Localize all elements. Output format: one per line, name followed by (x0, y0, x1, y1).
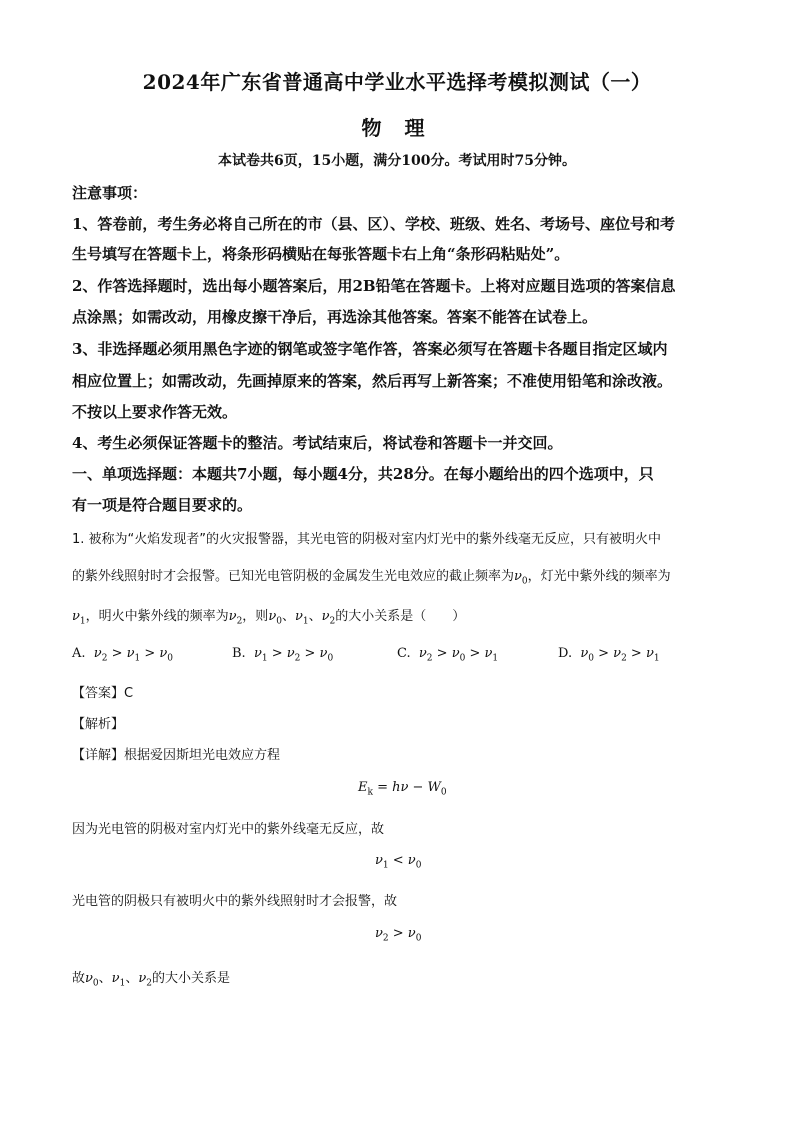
option-c: C. $\nu_2 > \nu_0 > \nu_1$ (397, 646, 499, 664)
reason-line: 光电管的阴极只有被明火中的紫外线照射时才会报警，故 (72, 894, 398, 909)
notice-line: 不按以上要求作答无效。 (72, 403, 238, 421)
notice-line: 4、考生必须保证答题卡的整洁。考试结束后，将试卷和答题卡一并交回。 (72, 434, 563, 452)
section-heading: 一、单项选择题：本题共7小题，每小题4分，共28分。在每小题给出的四个选项中，只 (72, 465, 654, 483)
question-text: 的紫外线照射时才会报警。已知光电管阴极的金属发生光电效应的截止频率为$\nu_0$，灯光中紫外线的频率为 (72, 569, 671, 587)
nu0-symbol: $\nu_0$ (514, 569, 528, 587)
analysis-tag: 【解析】 (72, 717, 125, 732)
question-text: $\nu_1$，明火中紫外线的频率为$\nu_2$，则$\nu_0$、$\nu_1$、$\nu_2$的大小关系是（ ） (72, 609, 466, 627)
exam-title: 2024年广东省普通高中学业水平选择考模拟测试（一） (142, 70, 652, 94)
notice-heading: 注意事项： (72, 184, 148, 202)
notice-line: 3、非选择题必须用黑色字迹的钢笔或签字笔作答，答案必须写在答题卡各题目指定区域内 (72, 340, 668, 358)
notice-line: 相应位置上；如需改动，先画掉原来的答案，然后再写上新答案；不准使用铅笔和涂改液。 (72, 372, 673, 390)
equation-photoelectric: $E_k = h\nu - W_0$ (358, 780, 447, 798)
subject-heading: 物 理 (361, 116, 433, 140)
conclusion-line: 故$\nu_0$、$\nu_1$、$\nu_2$的大小关系是 (72, 971, 230, 989)
option-d: D. $\nu_0 > \nu_2 > \nu_1$ (558, 646, 660, 664)
notice-line: 点涂黑；如需改动，用橡皮擦干净后，再选涂其他答案。答案不能答在试卷上。 (72, 308, 598, 326)
section-heading-cont: 有一项是符合题目要求的。 (72, 496, 253, 514)
detail-tag: 【详解】根据爱因斯坦光电效应方程 (72, 748, 281, 763)
exam-info: 本试卷共6页，15小题，满分100分。考试用时75分钟。 (218, 153, 576, 169)
notice-line: 2、作答选择题时，选出每小题答案后，用2B铅笔在答题卡。上将对应题目选项的答案信息 (72, 277, 676, 295)
notice-line: 1、答卷前，考生务必将自己所在的市（县、区）、学校、班级、姓名、考场号、座位号和考 (72, 215, 675, 233)
notice-line: 生号填写在答题卡上，将条形码横贴在每张答题卡右上角“条形码粘贴处”。 (72, 245, 570, 263)
question-text: 1. 被称为“火焰发现者”的火灾报警器，其光电管的阴极对室内灯光中的紫外线毫无反应，只有被明火中 (72, 532, 662, 547)
answer-tag: 【答案】C (72, 686, 134, 701)
option-a: A. $\nu_2 > \nu_1 > \nu_0$ (72, 646, 174, 664)
inequality-nu1-nu0: $\nu_1 < \nu_0$ (375, 853, 422, 871)
option-b: B. $\nu_1 > \nu_2 > \nu_0$ (232, 646, 334, 664)
inequality-nu2-nu0: $\nu_2 > \nu_0$ (375, 926, 422, 944)
nu2-symbol: $\nu_2$ (228, 609, 243, 627)
nu1-symbol: $\nu_1$ (72, 609, 86, 627)
reason-line: 因为光电管的阴极对室内灯光中的紫外线毫无反应，故 (72, 822, 385, 837)
